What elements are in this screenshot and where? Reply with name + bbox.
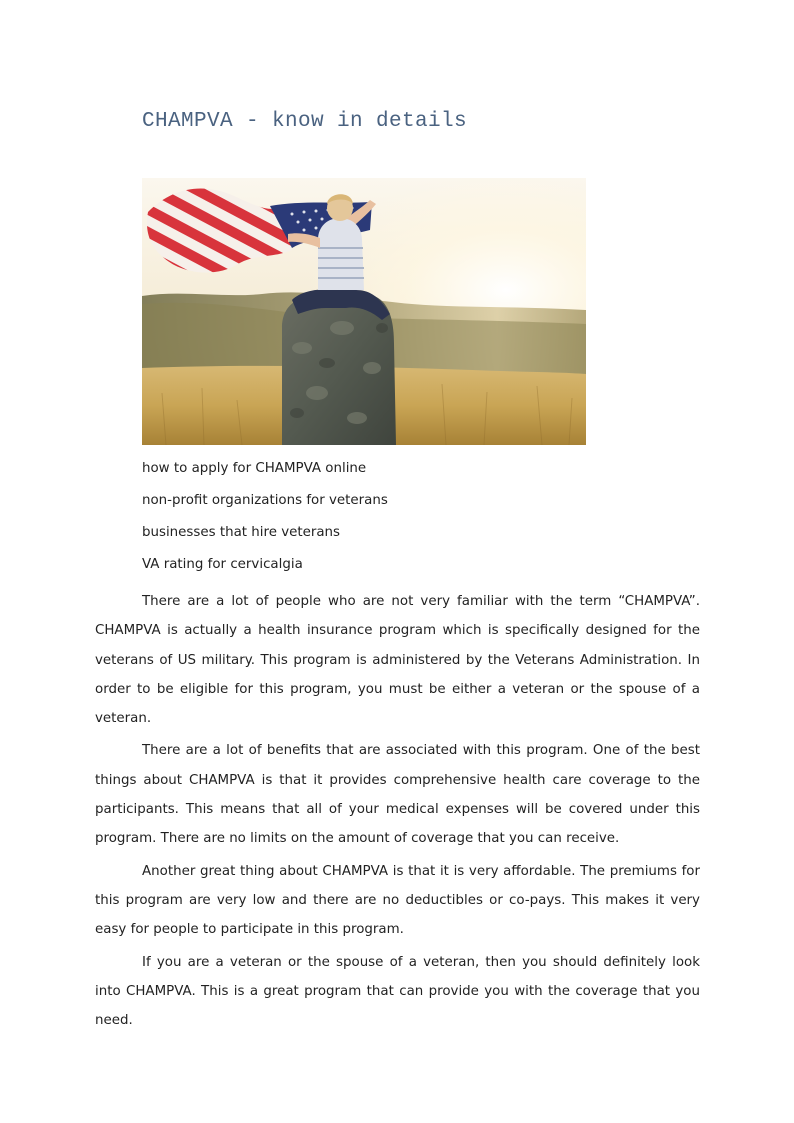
related-link-nonprofit-organizations: non-profit organizations for veterans (142, 493, 388, 508)
page-title: CHAMPVA - know in details (142, 110, 468, 133)
soldier-with-child-and-flag-photo (142, 178, 586, 445)
paragraph-benefits: There are a lot of benefits that are associated with this program. One of the best things about CHAMPVA is that it provides comprehensive health care coverage to the participants. This means that all of your medical expenses will be covered under this program. There are no limits on the amount of coverage that you can receive. (95, 743, 700, 847)
paragraph-conclusion: If you are a veteran or the spouse of a veteran, then you should definitely look into CHAMPVA. This is a great program that can provide you with the coverage that you need. (95, 954, 700, 1029)
article-body (95, 587, 700, 1038)
related-links-list (142, 459, 388, 587)
paragraph-affordable: Another great thing about CHAMPVA is that it is very affordable. The premiums for this program are very low and there are no deductibles or co-pays. This makes it very easy for people to participate in this program. (95, 863, 700, 938)
related-link-how-to-apply: how to apply for CHAMPVA online (142, 461, 367, 476)
related-link-va-rating-cervicalgia: VA rating for cervicalgia (142, 557, 303, 572)
related-link-businesses-hire-veterans: businesses that hire veterans (142, 525, 341, 540)
paragraph-intro: There are a lot of people who are not very familiar with the term “CHAMPVA”. CHAMPVA is actually a health insurance program which is specifically designed for the veterans of US military. This program is administered by the Veterans Administration. In order to be eligible for this program, you must be either a veteran or the spouse of a veteran. (95, 594, 700, 727)
